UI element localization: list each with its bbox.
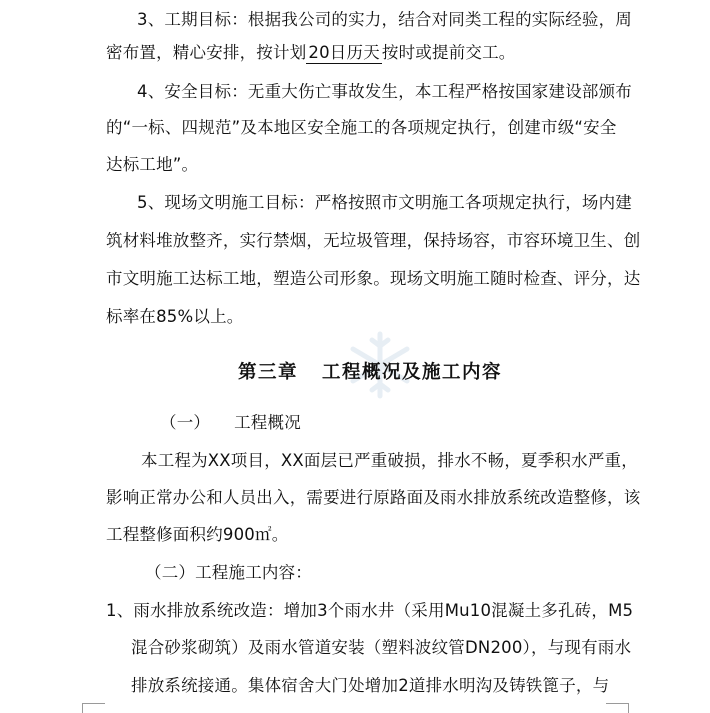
section1-line3: 工程整修面积约900㎡。 xyxy=(106,525,289,544)
goal5-line2: 筑材料堆放整齐，实行禁烟，无垃圾管理，保持场容，市容环境卫生、创 xyxy=(106,231,641,250)
chapter-heading xyxy=(0,358,710,384)
crop-mark-left xyxy=(82,703,105,713)
chapter-title: 工程概况及施工内容 xyxy=(322,362,503,383)
section1-line1: 本工程为XX项目，XX面层已严重破损，排水不畅，夏季积水严重， xyxy=(141,451,638,470)
crop-mark-right xyxy=(606,703,629,713)
section2-item1-line1: 1、雨水排放系统改造：增加3个雨水井（采用Mu10混凝土多孔砖，M5 xyxy=(106,601,634,620)
section1-line2: 影响正常办公和人员出入，需要进行原路面及雨水排放系统改造整修，该 xyxy=(106,488,641,507)
section2-item1-line3: 排放系统接通。集体宿舍大门处增加2道排水明沟及铸铁篦子，与 xyxy=(131,676,610,695)
goal5-line4: 标率在85%以上。 xyxy=(106,307,244,326)
goal3-line1: 3、工期目标：根据我公司的实力，结合对同类工程的实际经验，周 xyxy=(137,10,632,29)
goal5-line1: 5、现场文明施工目标：严格按照市文明施工各项规定执行，场内建 xyxy=(137,193,632,212)
section1-number: （一） xyxy=(160,413,211,432)
chapter-number: 第三章 xyxy=(237,362,298,383)
goal5-line3: 市文明施工达标工地，塑造公司形象。现场文明施工随时检查、评分，达 xyxy=(106,269,641,288)
goal4-line2: 的“一标、四规范”及本地区安全施工的各项规定执行，创建市级“安全 xyxy=(106,118,617,137)
goal3-line2-before: 密布置，精心安排，按计划 xyxy=(106,43,307,62)
goal3-line2-after: 按时或提前交工。 xyxy=(381,43,516,62)
section2-title: （二）工程施工内容： xyxy=(145,563,312,582)
section2-item1-line2: 混合砂浆砌筑）及雨水管道安装（塑料波纹管DN200），与现有雨水 xyxy=(131,638,632,657)
goal3-line2 xyxy=(106,42,516,64)
section1-title: 工程概况 xyxy=(234,413,301,432)
duration-underlined: 20日历天 xyxy=(308,43,380,62)
goal4-line1: 4、安全目标：无重大伤亡事故发生，本工程严格按国家建设部颁布 xyxy=(137,82,632,101)
goal4-line3: 达标工地”。 xyxy=(106,155,199,174)
section1-heading xyxy=(160,412,301,434)
